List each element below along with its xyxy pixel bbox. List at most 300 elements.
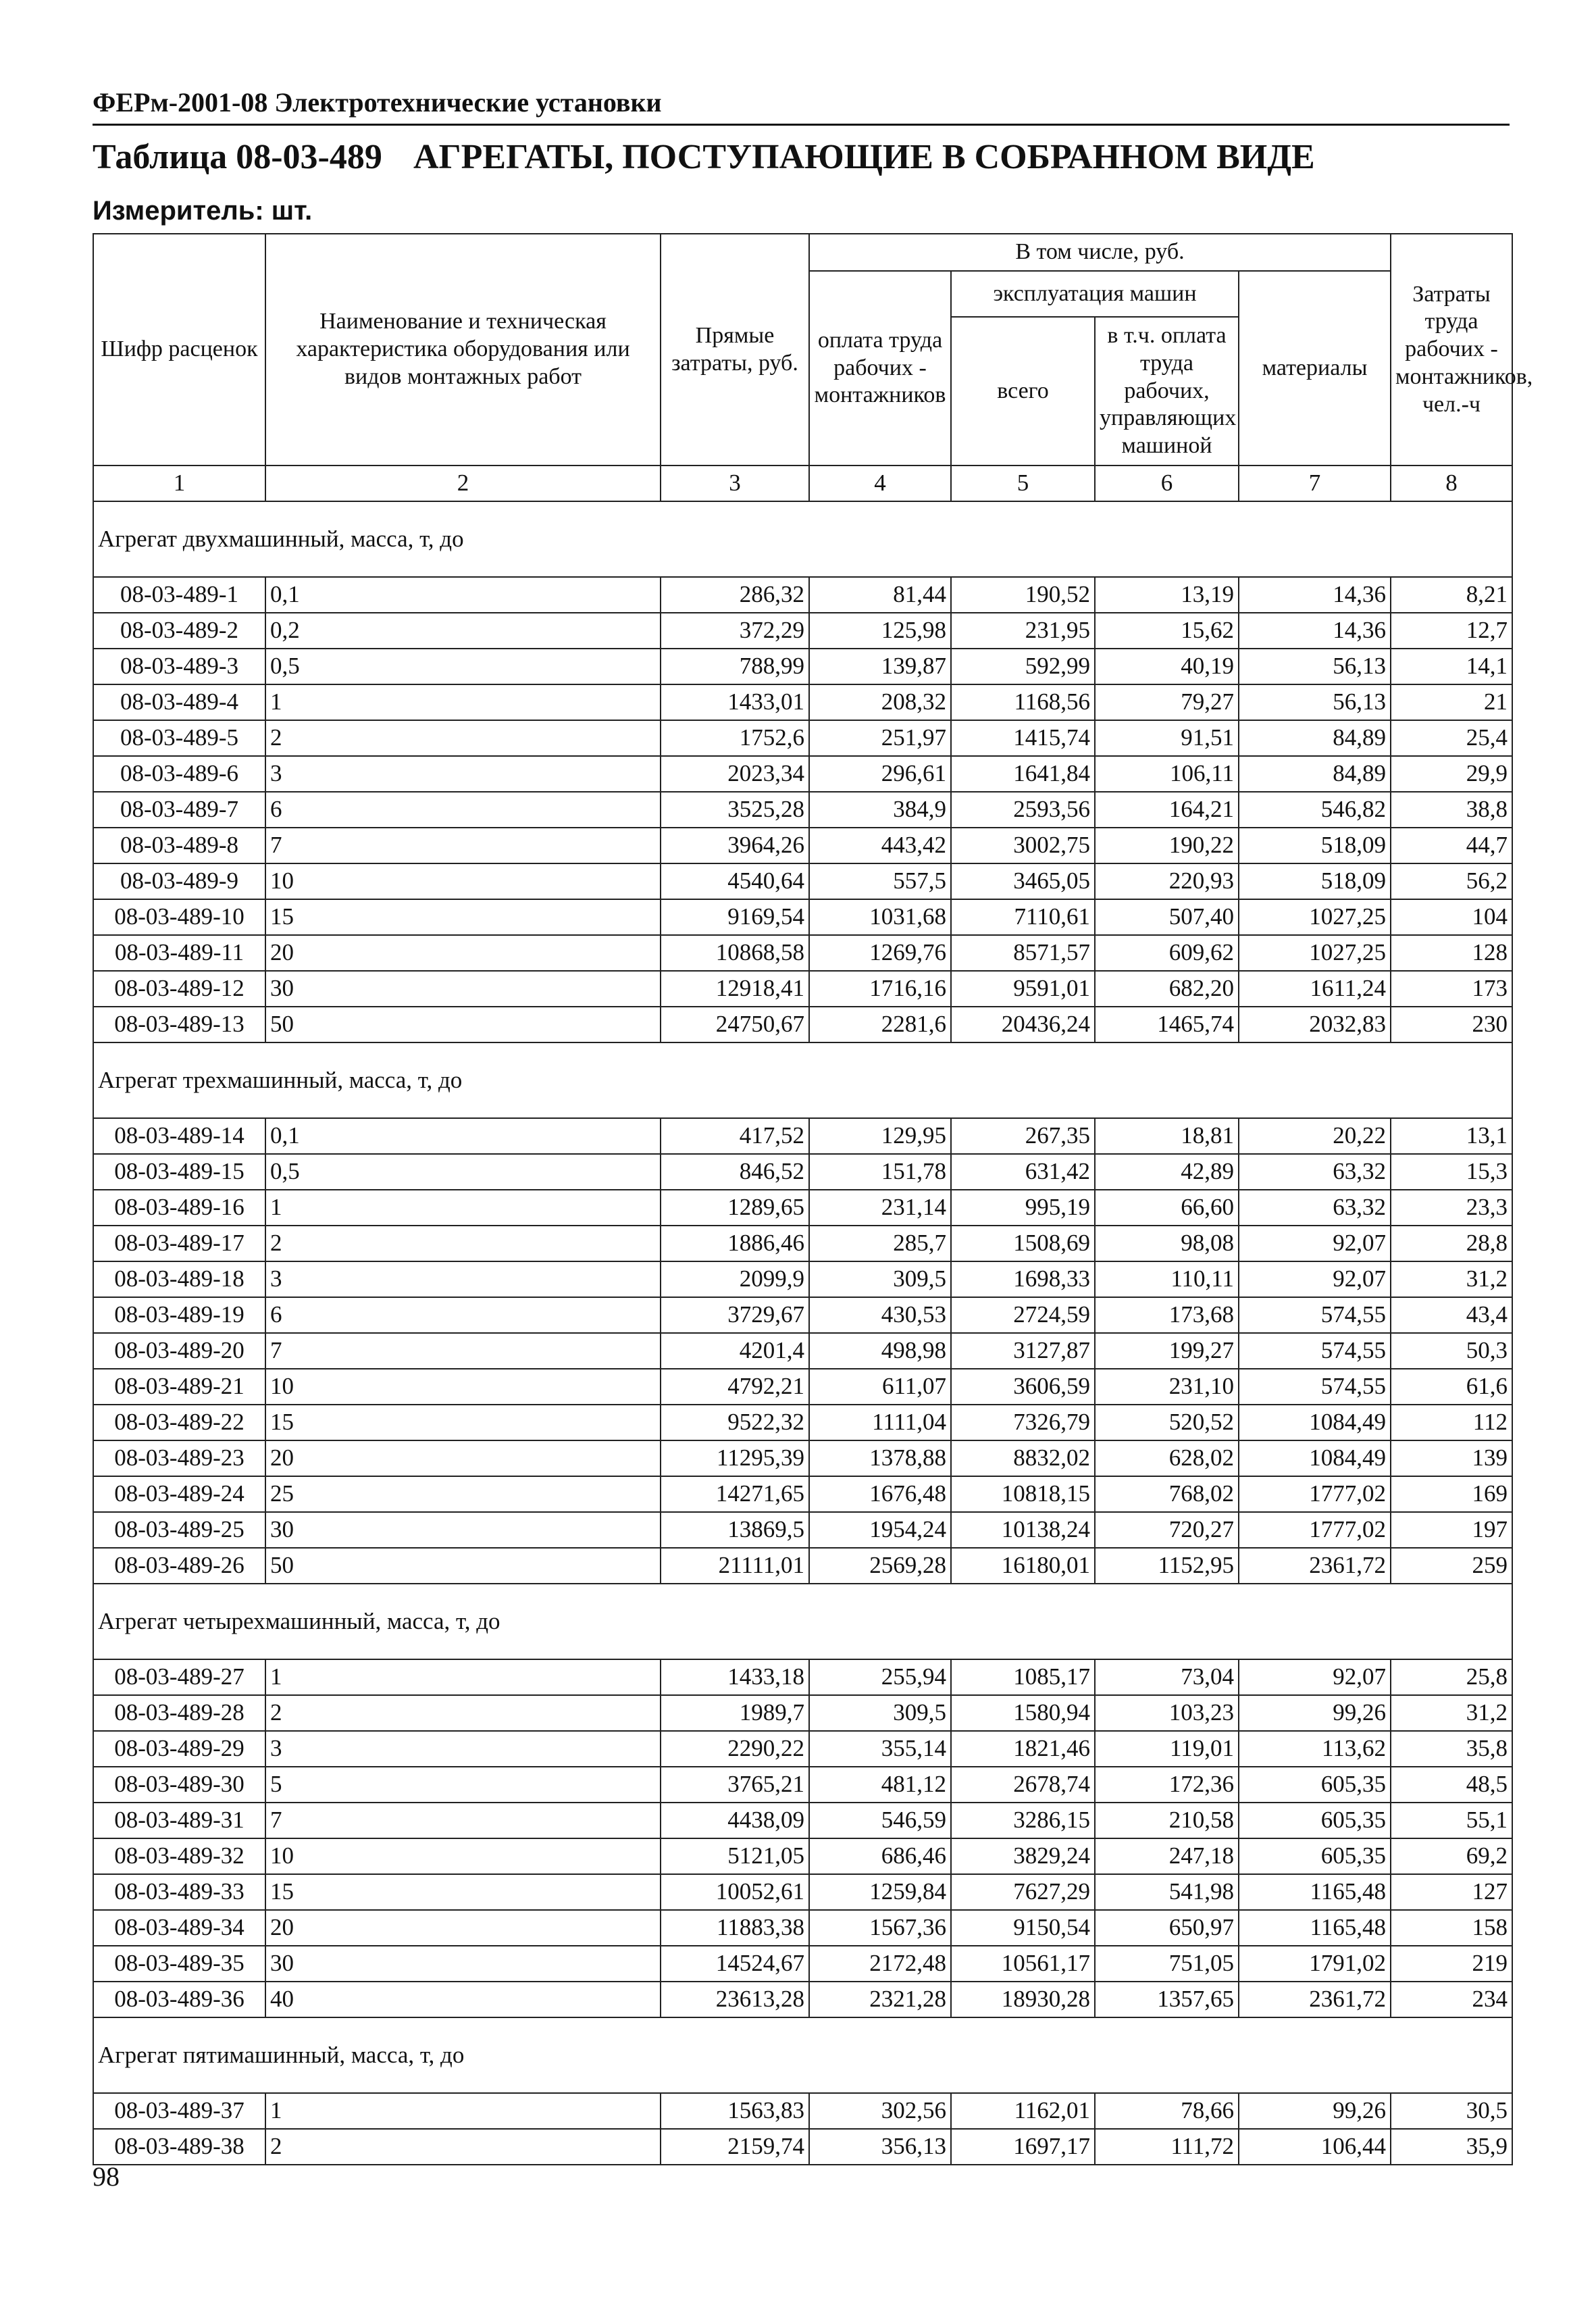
direct-costs-cell: 14524,67	[661, 1946, 809, 1982]
direct-costs-cell: 24750,67	[661, 1007, 809, 1042]
materials-cell: 56,13	[1239, 684, 1391, 720]
worker-pay-cell: 1269,76	[809, 935, 951, 971]
mass-cell: 7	[265, 1333, 661, 1369]
worker-pay-cell: 296,61	[809, 756, 951, 792]
worker-pay-cell: 498,98	[809, 1333, 951, 1369]
labor-costs-cell: 48,5	[1391, 1767, 1512, 1803]
mass-cell: 30	[265, 1946, 661, 1982]
operator-pay-cell: 78,66	[1095, 2093, 1239, 2129]
operator-pay-cell: 91,51	[1095, 720, 1239, 756]
labor-costs-cell: 15,3	[1391, 1154, 1512, 1190]
rate-code-cell: 08-03-489-23	[93, 1440, 265, 1476]
direct-costs-cell: 372,29	[661, 613, 809, 649]
rate-code-cell: 08-03-489-31	[93, 1803, 265, 1838]
machines-total-cell: 3829,24	[951, 1838, 1095, 1874]
worker-pay-cell: 686,46	[809, 1838, 951, 1874]
materials-cell: 14,36	[1239, 613, 1391, 649]
column-number: 4	[809, 466, 951, 501]
table-row	[93, 1261, 1512, 1297]
labor-costs-cell: 127	[1391, 1874, 1512, 1910]
direct-costs-cell: 4792,21	[661, 1369, 809, 1405]
worker-pay-cell: 546,59	[809, 1803, 951, 1838]
direct-costs-cell: 10868,58	[661, 935, 809, 971]
header-direct-costs: Прямые затраты, руб.	[661, 234, 809, 466]
worker-pay-cell: 139,87	[809, 649, 951, 684]
materials-cell: 63,32	[1239, 1154, 1391, 1190]
column-number: 1	[93, 466, 265, 501]
worker-pay-cell: 355,14	[809, 1731, 951, 1767]
materials-cell: 106,44	[1239, 2129, 1391, 2165]
worker-pay-cell: 611,07	[809, 1369, 951, 1405]
materials-cell: 1084,49	[1239, 1405, 1391, 1440]
machines-total-cell: 1821,46	[951, 1731, 1095, 1767]
column-number: 8	[1391, 466, 1512, 501]
operator-pay-cell: 172,36	[1095, 1767, 1239, 1803]
table-row	[93, 899, 1512, 935]
worker-pay-cell: 81,44	[809, 577, 951, 613]
materials-cell: 1791,02	[1239, 1946, 1391, 1982]
worker-pay-cell: 384,9	[809, 792, 951, 828]
table-row	[93, 1118, 1512, 1154]
machines-total-cell: 631,42	[951, 1154, 1095, 1190]
labor-costs-cell: 12,7	[1391, 613, 1512, 649]
worker-pay-cell: 309,5	[809, 1695, 951, 1731]
labor-costs-cell: 23,3	[1391, 1190, 1512, 1226]
operator-pay-cell: 15,62	[1095, 613, 1239, 649]
mass-cell: 0,2	[265, 613, 661, 649]
mass-cell: 10	[265, 1369, 661, 1405]
operator-pay-cell: 40,19	[1095, 649, 1239, 684]
worker-pay-cell: 2281,6	[809, 1007, 951, 1042]
table-row	[93, 1695, 1512, 1731]
machines-total-cell: 18930,28	[951, 1982, 1095, 2017]
rate-code-cell: 08-03-489-9	[93, 863, 265, 899]
labor-costs-cell: 35,8	[1391, 1731, 1512, 1767]
rate-code-cell: 08-03-489-14	[93, 1118, 265, 1154]
mass-cell: 1	[265, 1659, 661, 1695]
table-row	[93, 1874, 1512, 1910]
rate-code-cell: 08-03-489-26	[93, 1548, 265, 1584]
table-row	[93, 863, 1512, 899]
labor-costs-cell: 139	[1391, 1440, 1512, 1476]
direct-costs-cell: 286,32	[661, 577, 809, 613]
machines-total-cell: 7110,61	[951, 899, 1095, 935]
labor-costs-cell: 69,2	[1391, 1838, 1512, 1874]
table-row	[93, 935, 1512, 971]
operator-pay-cell: 210,58	[1095, 1803, 1239, 1838]
machines-total-cell: 3465,05	[951, 863, 1095, 899]
worker-pay-cell: 208,32	[809, 684, 951, 720]
labor-costs-cell: 35,9	[1391, 2129, 1512, 2165]
machines-total-cell: 190,52	[951, 577, 1095, 613]
direct-costs-cell: 9169,54	[661, 899, 809, 935]
mass-cell: 15	[265, 1405, 661, 1440]
operator-pay-cell: 119,01	[1095, 1731, 1239, 1767]
rates-table	[93, 233, 1533, 2165]
rate-code-cell: 08-03-489-15	[93, 1154, 265, 1190]
labor-costs-cell: 197	[1391, 1512, 1512, 1548]
direct-costs-cell: 12918,41	[661, 971, 809, 1007]
operator-pay-cell: 173,68	[1095, 1297, 1239, 1333]
direct-costs-cell: 3525,28	[661, 792, 809, 828]
machines-total-cell: 3286,15	[951, 1803, 1095, 1838]
mass-cell: 1	[265, 2093, 661, 2129]
machines-total-cell: 7627,29	[951, 1874, 1095, 1910]
rate-code-cell: 08-03-489-27	[93, 1659, 265, 1695]
table-row	[93, 1512, 1512, 1548]
header-worker-pay: оплата труда рабочих - монтажников	[809, 271, 951, 466]
mass-cell: 1	[265, 1190, 661, 1226]
group-cell	[93, 501, 1512, 577]
worker-pay-cell: 231,14	[809, 1190, 951, 1226]
mass-cell: 15	[265, 899, 661, 935]
materials-cell: 20,22	[1239, 1118, 1391, 1154]
direct-costs-cell: 1886,46	[661, 1226, 809, 1261]
materials-cell: 84,89	[1239, 756, 1391, 792]
direct-costs-cell: 3729,67	[661, 1297, 809, 1333]
operator-pay-cell: 751,05	[1095, 1946, 1239, 1982]
operator-pay-cell: 73,04	[1095, 1659, 1239, 1695]
table-number: Таблица 08-03-489	[93, 138, 382, 176]
mass-cell: 10	[265, 863, 661, 899]
worker-pay-cell: 129,95	[809, 1118, 951, 1154]
operator-pay-cell: 768,02	[1095, 1476, 1239, 1512]
table-row	[93, 649, 1512, 684]
mass-cell: 6	[265, 1297, 661, 1333]
direct-costs-cell: 2290,22	[661, 1731, 809, 1767]
running-header: ФЕРм-2001-08 Электротехнические установки	[93, 87, 662, 118]
column-number: 5	[951, 466, 1095, 501]
mass-cell: 7	[265, 828, 661, 863]
direct-costs-cell: 23613,28	[661, 1982, 809, 2017]
labor-costs-cell: 21	[1391, 684, 1512, 720]
table-row	[93, 684, 1512, 720]
direct-costs-cell: 5121,05	[661, 1838, 809, 1874]
machines-total-cell: 9150,54	[951, 1910, 1095, 1946]
direct-costs-cell: 846,52	[661, 1154, 809, 1190]
materials-cell: 1777,02	[1239, 1512, 1391, 1548]
rate-code-cell: 08-03-489-36	[93, 1982, 265, 2017]
rate-code-cell: 08-03-489-4	[93, 684, 265, 720]
operator-pay-cell: 110,11	[1095, 1261, 1239, 1297]
operator-pay-cell: 682,20	[1095, 971, 1239, 1007]
materials-cell: 63,32	[1239, 1190, 1391, 1226]
materials-cell: 574,55	[1239, 1333, 1391, 1369]
table-row	[93, 1838, 1512, 1874]
machines-total-cell: 1697,17	[951, 2129, 1095, 2165]
materials-cell: 92,07	[1239, 1659, 1391, 1695]
materials-cell: 1165,48	[1239, 1910, 1391, 1946]
rate-code-cell: 08-03-489-32	[93, 1838, 265, 1874]
labor-costs-cell: 219	[1391, 1946, 1512, 1982]
machines-total-cell: 1415,74	[951, 720, 1095, 756]
direct-costs-cell: 788,99	[661, 649, 809, 684]
worker-pay-cell: 1031,68	[809, 899, 951, 935]
machines-total-cell: 7326,79	[951, 1405, 1095, 1440]
mass-cell: 3	[265, 756, 661, 792]
mass-cell: 40	[265, 1982, 661, 2017]
materials-cell: 56,13	[1239, 649, 1391, 684]
column-number: 2	[265, 466, 661, 501]
mass-cell: 0,1	[265, 1118, 661, 1154]
rate-code-cell: 08-03-489-16	[93, 1190, 265, 1226]
table-row	[93, 971, 1512, 1007]
table-row	[93, 1548, 1512, 1584]
operator-pay-cell: 220,93	[1095, 863, 1239, 899]
operator-pay-cell: 111,72	[1095, 2129, 1239, 2165]
materials-cell: 546,82	[1239, 792, 1391, 828]
column-number: 7	[1239, 466, 1391, 501]
operator-pay-cell: 164,21	[1095, 792, 1239, 828]
materials-cell: 99,26	[1239, 2093, 1391, 2129]
rate-code-cell: 08-03-489-21	[93, 1369, 265, 1405]
labor-costs-cell: 61,6	[1391, 1369, 1512, 1405]
machines-total-cell: 1162,01	[951, 2093, 1095, 2129]
mass-cell: 2	[265, 1695, 661, 1731]
table-row	[93, 613, 1512, 649]
mass-cell: 30	[265, 971, 661, 1007]
operator-pay-cell: 106,11	[1095, 756, 1239, 792]
table-row	[93, 1405, 1512, 1440]
table-row	[93, 756, 1512, 792]
rate-code-cell: 08-03-489-8	[93, 828, 265, 863]
table-row	[93, 1476, 1512, 1512]
mass-cell: 15	[265, 1874, 661, 1910]
machines-total-cell: 1698,33	[951, 1261, 1095, 1297]
mass-cell: 2	[265, 2129, 661, 2165]
operator-pay-cell: 247,18	[1095, 1838, 1239, 1874]
group-title: Агрегат пятимашинный, масса, т, до	[98, 2041, 465, 2068]
mass-cell: 0,5	[265, 649, 661, 684]
table-row	[93, 577, 1512, 613]
operator-pay-cell: 520,52	[1095, 1405, 1239, 1440]
table-row	[93, 1440, 1512, 1476]
header-name: Наименование и техническая характеристика оборудования или видов монтажных работ	[265, 234, 661, 466]
mass-cell: 3	[265, 1261, 661, 1297]
materials-cell: 2032,83	[1239, 1007, 1391, 1042]
operator-pay-cell: 720,27	[1095, 1512, 1239, 1548]
direct-costs-cell: 2023,34	[661, 756, 809, 792]
table-row	[93, 828, 1512, 863]
header-labor-costs: Затраты труда рабочих - монтажников, чел.-ч	[1391, 234, 1512, 466]
mass-cell: 1	[265, 684, 661, 720]
table-row	[93, 1910, 1512, 1946]
table-row	[93, 1007, 1512, 1042]
group-header-row	[93, 1584, 1512, 1659]
rate-code-cell: 08-03-489-29	[93, 1731, 265, 1767]
machines-total-cell: 1641,84	[951, 756, 1095, 792]
labor-costs-cell: 55,1	[1391, 1803, 1512, 1838]
direct-costs-cell: 13869,5	[661, 1512, 809, 1548]
operator-pay-cell: 199,27	[1095, 1333, 1239, 1369]
labor-costs-cell: 13,1	[1391, 1118, 1512, 1154]
direct-costs-cell: 21111,01	[661, 1548, 809, 1584]
direct-costs-cell: 3765,21	[661, 1767, 809, 1803]
direct-costs-cell: 4540,64	[661, 863, 809, 899]
machines-total-cell: 16180,01	[951, 1548, 1095, 1584]
labor-costs-cell: 8,21	[1391, 577, 1512, 613]
operator-pay-cell: 103,23	[1095, 1695, 1239, 1731]
operator-pay-cell: 628,02	[1095, 1440, 1239, 1476]
group-title: Агрегат трехмашинный, масса, т, до	[98, 1066, 463, 1093]
rate-code-cell: 08-03-489-10	[93, 899, 265, 935]
operator-pay-cell: 66,60	[1095, 1190, 1239, 1226]
column-number: 3	[661, 466, 809, 501]
labor-costs-cell: 104	[1391, 899, 1512, 935]
mass-cell: 3	[265, 1731, 661, 1767]
materials-cell: 574,55	[1239, 1297, 1391, 1333]
rate-code-cell: 08-03-489-13	[93, 1007, 265, 1042]
operator-pay-cell: 231,10	[1095, 1369, 1239, 1405]
machines-total-cell: 8832,02	[951, 1440, 1095, 1476]
header-materials: материалы	[1239, 271, 1391, 466]
direct-costs-cell: 4201,4	[661, 1333, 809, 1369]
labor-costs-cell: 234	[1391, 1982, 1512, 2017]
operator-pay-cell: 1465,74	[1095, 1007, 1239, 1042]
table-row	[93, 720, 1512, 756]
labor-costs-cell: 173	[1391, 971, 1512, 1007]
materials-cell: 605,35	[1239, 1767, 1391, 1803]
machines-total-cell: 10561,17	[951, 1946, 1095, 1982]
direct-costs-cell: 10052,61	[661, 1874, 809, 1910]
rate-code-cell: 08-03-489-33	[93, 1874, 265, 1910]
machines-total-cell: 3606,59	[951, 1369, 1095, 1405]
group-cell	[93, 1042, 1512, 1118]
labor-costs-cell: 230	[1391, 1007, 1512, 1042]
direct-costs-cell: 417,52	[661, 1118, 809, 1154]
labor-costs-cell: 31,2	[1391, 1261, 1512, 1297]
machines-total-cell: 2678,74	[951, 1767, 1095, 1803]
machines-total-cell: 3002,75	[951, 828, 1095, 863]
table-row	[93, 1297, 1512, 1333]
mass-cell: 30	[265, 1512, 661, 1548]
mass-cell: 0,1	[265, 577, 661, 613]
operator-pay-cell: 13,19	[1095, 577, 1239, 613]
operator-pay-cell: 609,62	[1095, 935, 1239, 971]
materials-cell: 2361,72	[1239, 1548, 1391, 1584]
direct-costs-cell: 1752,6	[661, 720, 809, 756]
table-row	[93, 1190, 1512, 1226]
direct-costs-cell: 14271,65	[661, 1476, 809, 1512]
table-row	[93, 1731, 1512, 1767]
worker-pay-cell: 1567,36	[809, 1910, 951, 1946]
group-title: Агрегат двухмашинный, масса, т, до	[98, 525, 464, 552]
column-number: 6	[1095, 466, 1239, 501]
rate-code-cell: 08-03-489-7	[93, 792, 265, 828]
group-header-row	[93, 501, 1512, 577]
rate-code-cell: 08-03-489-3	[93, 649, 265, 684]
labor-costs-cell: 44,7	[1391, 828, 1512, 863]
worker-pay-cell: 2569,28	[809, 1548, 951, 1584]
mass-cell: 20	[265, 1910, 661, 1946]
column-number-row	[93, 466, 1512, 501]
materials-cell: 1027,25	[1239, 935, 1391, 971]
materials-cell: 113,62	[1239, 1731, 1391, 1767]
mass-cell: 7	[265, 1803, 661, 1838]
materials-cell: 1165,48	[1239, 1874, 1391, 1910]
table-row	[93, 2129, 1512, 2165]
worker-pay-cell: 430,53	[809, 1297, 951, 1333]
machines-total-cell: 1508,69	[951, 1226, 1095, 1261]
worker-pay-cell: 302,56	[809, 2093, 951, 2129]
group-cell	[93, 1584, 1512, 1659]
machines-total-cell: 2593,56	[951, 792, 1095, 828]
worker-pay-cell: 356,13	[809, 2129, 951, 2165]
rate-code-cell: 08-03-489-25	[93, 1512, 265, 1548]
rate-code-cell: 08-03-489-30	[93, 1767, 265, 1803]
worker-pay-cell: 255,94	[809, 1659, 951, 1695]
table-row	[93, 2093, 1512, 2129]
rate-code-cell: 08-03-489-28	[93, 1695, 265, 1731]
operator-pay-cell: 190,22	[1095, 828, 1239, 863]
worker-pay-cell: 125,98	[809, 613, 951, 649]
machines-total-cell: 267,35	[951, 1118, 1095, 1154]
operator-pay-cell: 18,81	[1095, 1118, 1239, 1154]
worker-pay-cell: 151,78	[809, 1154, 951, 1190]
materials-cell: 14,36	[1239, 577, 1391, 613]
rate-code-cell: 08-03-489-11	[93, 935, 265, 971]
rate-code-cell: 08-03-489-35	[93, 1946, 265, 1982]
direct-costs-cell: 11883,38	[661, 1910, 809, 1946]
operator-pay-cell: 507,40	[1095, 899, 1239, 935]
group-cell	[93, 2017, 1512, 2093]
worker-pay-cell: 1676,48	[809, 1476, 951, 1512]
materials-cell: 1777,02	[1239, 1476, 1391, 1512]
direct-costs-cell: 1289,65	[661, 1190, 809, 1226]
rate-code-cell: 08-03-489-19	[93, 1297, 265, 1333]
table-row	[93, 1659, 1512, 1695]
machines-total-cell: 1168,56	[951, 684, 1095, 720]
rate-code-cell: 08-03-489-6	[93, 756, 265, 792]
labor-costs-cell: 56,2	[1391, 863, 1512, 899]
direct-costs-cell: 2099,9	[661, 1261, 809, 1297]
mass-cell: 2	[265, 720, 661, 756]
table-row	[93, 1982, 1512, 2017]
machines-total-cell: 10818,15	[951, 1476, 1095, 1512]
materials-cell: 605,35	[1239, 1838, 1391, 1874]
worker-pay-cell: 1111,04	[809, 1405, 951, 1440]
table-row	[93, 1226, 1512, 1261]
rate-code-cell: 08-03-489-5	[93, 720, 265, 756]
materials-cell: 1611,24	[1239, 971, 1391, 1007]
table-row	[93, 1946, 1512, 1982]
rate-code-cell: 08-03-489-2	[93, 613, 265, 649]
page-number: 98	[93, 2161, 120, 2192]
group-header-row	[93, 2017, 1512, 2093]
worker-pay-cell: 1954,24	[809, 1512, 951, 1548]
machines-total-cell: 231,95	[951, 613, 1095, 649]
header-rule	[93, 124, 1510, 126]
machines-total-cell: 2724,59	[951, 1297, 1095, 1333]
worker-pay-cell: 1378,88	[809, 1440, 951, 1476]
rate-code-cell: 08-03-489-12	[93, 971, 265, 1007]
operator-pay-cell: 541,98	[1095, 1874, 1239, 1910]
operator-pay-cell: 650,97	[1095, 1910, 1239, 1946]
table-row	[93, 792, 1512, 828]
labor-costs-cell: 14,1	[1391, 649, 1512, 684]
worker-pay-cell: 557,5	[809, 863, 951, 899]
machines-total-cell: 9591,01	[951, 971, 1095, 1007]
direct-costs-cell: 11295,39	[661, 1440, 809, 1476]
direct-costs-cell: 1563,83	[661, 2093, 809, 2129]
mass-cell: 50	[265, 1548, 661, 1584]
rate-code-cell: 08-03-489-38	[93, 2129, 265, 2165]
mass-cell: 2	[265, 1226, 661, 1261]
machines-total-cell: 3127,87	[951, 1333, 1095, 1369]
materials-cell: 518,09	[1239, 863, 1391, 899]
machines-total-cell: 1085,17	[951, 1659, 1095, 1695]
worker-pay-cell: 481,12	[809, 1767, 951, 1803]
